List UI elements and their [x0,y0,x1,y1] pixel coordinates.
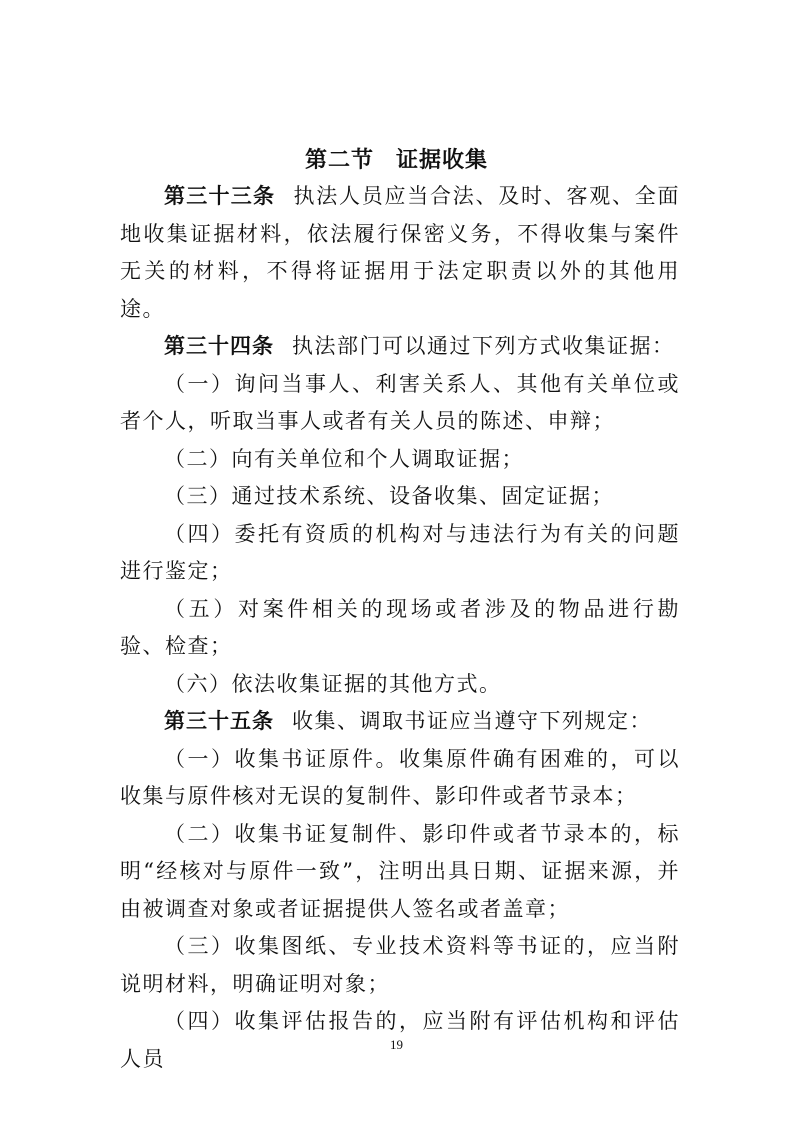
article-item: （二）收集书证复制件、影印件或者节录本的，标明“经核对与原件一致”，注明出具日期、证据来源，并由被调查对象或者证据提供人签名或者盖章； [120,821,680,921]
document-body [120,178,680,1078]
article-text: 执法人员应当合法、及时、客观、全面地收集证据材料，依法履行保密义务，不得收集与案件无关的材料，不得将证据用于法定职责以外的其他用途。 [120,184,680,321]
page-number: 19 [390,1037,403,1052]
article-number: 第三十四条 [164,334,274,358]
section-heading [0,143,793,174]
article-text: 执法部门可以通过下列方式收集证据： [292,334,675,358]
article-item: （四）委托有资质的机构对与违法行为有关的问题进行鉴定； [120,521,680,583]
section-title-text: 证据收集 [396,148,489,173]
article-34 [120,328,680,366]
article-item: （五）对案件相关的现场或者涉及的物品进行勘验、检查； [120,596,680,658]
article-item: （一）收集书证原件。收集原件确有困难的，可以收集与原件核对无误的复制件、影印件或者节录本； [120,746,680,808]
article-number: 第三十三条 [164,184,276,208]
article-item: （六）依法收集证据的其他方式。 [164,671,502,696]
article-item: （三）通过技术系统、设备收集、固定证据； [164,484,614,508]
article-item: （一）询问当事人、利害关系人、其他有关单位或者个人，听取当事人或者有关人员的陈述、申辩； [120,371,680,433]
article-item: （三）收集图纸、专业技术资料等书证的，应当附说明材料，明确证明对象； [120,934,680,996]
article-33 [120,178,680,328]
article-text: 收集、调取书证应当遵守下列规定： [292,709,652,733]
article-item: （二）向有关单位和个人调取证据； [164,446,524,471]
article-number: 第三十五条 [164,709,274,733]
article-35 [120,703,680,741]
article-item: （四）收集评估报告的，应当附有评估机构和评估人员 [120,1009,680,1071]
section-label: 第二节 [304,148,374,173]
